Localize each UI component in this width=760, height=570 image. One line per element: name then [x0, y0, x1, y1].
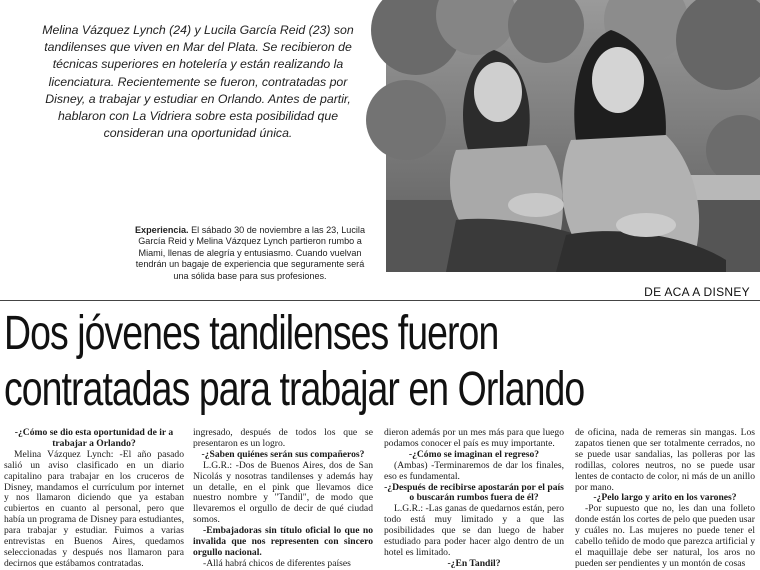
- interview-question: -¿Pelo largo y arito en los varones?: [593, 492, 737, 504]
- intro-line: técnicas superiores en hotelería y están realizando la: [52, 57, 344, 72]
- photo-caption: [116, 225, 384, 282]
- interview-question: -¿Saben quiénes serán sus compañeros?: [201, 448, 365, 460]
- interview-question: -¿En Tandil?: [447, 557, 501, 569]
- caption-line: El sábado 30 de noviembre a las 23, Lucila: [188, 225, 366, 235]
- interview-answer: (Ambas) -Terminaremos de dar los finales, eso es fundamental.: [384, 459, 564, 482]
- interview-answer: L.G.R.: -Dos de Buenos Aires, dos de San Nicolás y nosotras tandilenses y además hay un detalle, en el pink que llevamos dice nuestro nombre y "Tandil", de modo que llevaremos el orgullo de decir de qué ciudad somos.: [193, 459, 373, 526]
- intro-line: Melina Vázquez Lynch (24) y Lucila García Reid (23) son: [42, 23, 354, 37]
- intro-line: Disney, a trabajar y estudiar en Orlando. Antes de partir,: [45, 91, 351, 106]
- interview-answer: de oficina, nada de remeras sin mangas. Los zapatos tienen que ser totalmente cerrados, no se puede usar sandalias, las polleras por las rodillas, colores neutros, no se puede usar lentes de contacto de color, ni más de un anillo por mano.: [575, 427, 755, 493]
- caption-line: una sólida base para sus profesiones.: [173, 270, 327, 281]
- headline-line: Dos jóvenes tandilenses fueron: [4, 307, 499, 360]
- caption-line: García Reid y Melina Vázquez Lynch partieron rumbo a: [138, 236, 362, 247]
- headline: [4, 306, 594, 418]
- interview-question: -Embajadoras sin título oficial lo que no invalida que nos representen con sincero orgullo nacional.: [193, 525, 373, 558]
- caption-label: Experiencia.: [134, 225, 189, 235]
- intro-line: licenciatura. Recientemente se fueron, contratadas por: [48, 74, 348, 89]
- article-column-3: [384, 427, 564, 569]
- interview-answer: ingresado, después de todos los que se presentaron es un logro.: [193, 427, 373, 449]
- interview-answer: Melina Vázquez Lynch: -El año pasado salió un aviso clasificado en un diario capitalino para trabajar en los cruceros de Disney, mandamos el currículum por internet y nos llamaron diciendo que ya estaban cubiertos en cuanto al personal, pero que había un programa de Disney para estudiantes, para trabajar y estudiar. Fuimos a varias entrevistas en Buenos Aires, quedamos seleccionadas y después nos llamaron para decirnos que estábamos contratadas.: [4, 448, 184, 569]
- section-divider: [0, 300, 760, 301]
- headline-line: contratadas para trabajar en Orlando: [4, 363, 585, 416]
- interview-question: -¿Cómo se imaginan el regreso?: [408, 448, 540, 460]
- photo-two-women: [386, 0, 760, 272]
- interview-answer: L.G.R.: -Las ganas de quedarnos están, pero todo está muy limitado y a que las posibilidades que se dan luego de haber estudiado para poder hacer algo dentro de un hotel es limitado.: [384, 503, 564, 558]
- intro-line: tandilenses que viven en Mar del Plata. Se recibieron de: [44, 40, 352, 55]
- interview-answer: -Por supuesto que no, les dan una folleto donde están los cortes de pelo que pueden usar y cuáles no. Las mujeres no puede tener el cabello teñido de modo que parezca artificial y el maquillaje debe ser natural, los aros no pueden ser pendientes y un montón de cosas: [575, 503, 755, 569]
- article-column-4: [575, 427, 755, 569]
- section-label: DE ACA A DISNEY: [644, 285, 750, 299]
- article-column-1: [4, 427, 184, 569]
- interview-answer: dieron además por un mes más para que luego podamos conocer el país es muy importante.: [384, 427, 564, 449]
- intro-line: consideran una oportunidad única.: [103, 126, 293, 141]
- interview-answer: -Allá habrá chicos de diferentes países: [203, 557, 351, 569]
- caption-line: Miami, llenas de alegría y entusiasmo. Cuando vuelvan: [138, 247, 362, 258]
- article-body: [0, 427, 760, 569]
- interview-question: -¿Cómo se dio esta oportunidad de ir a trabajar a Orlando?: [14, 427, 174, 449]
- intro-paragraph: [12, 22, 384, 142]
- photo-illustration: [386, 0, 760, 272]
- intro-line: hablaron con La Vidriera sobre esta posibilidad que: [57, 109, 339, 124]
- interview-question: -¿Después de recibirse apostarán por el país o buscarán rumbos fuera de él?: [384, 481, 564, 504]
- caption-line: tendrán un bagaje de experiencia que seguramente será: [135, 259, 365, 270]
- article-column-2: [193, 427, 373, 569]
